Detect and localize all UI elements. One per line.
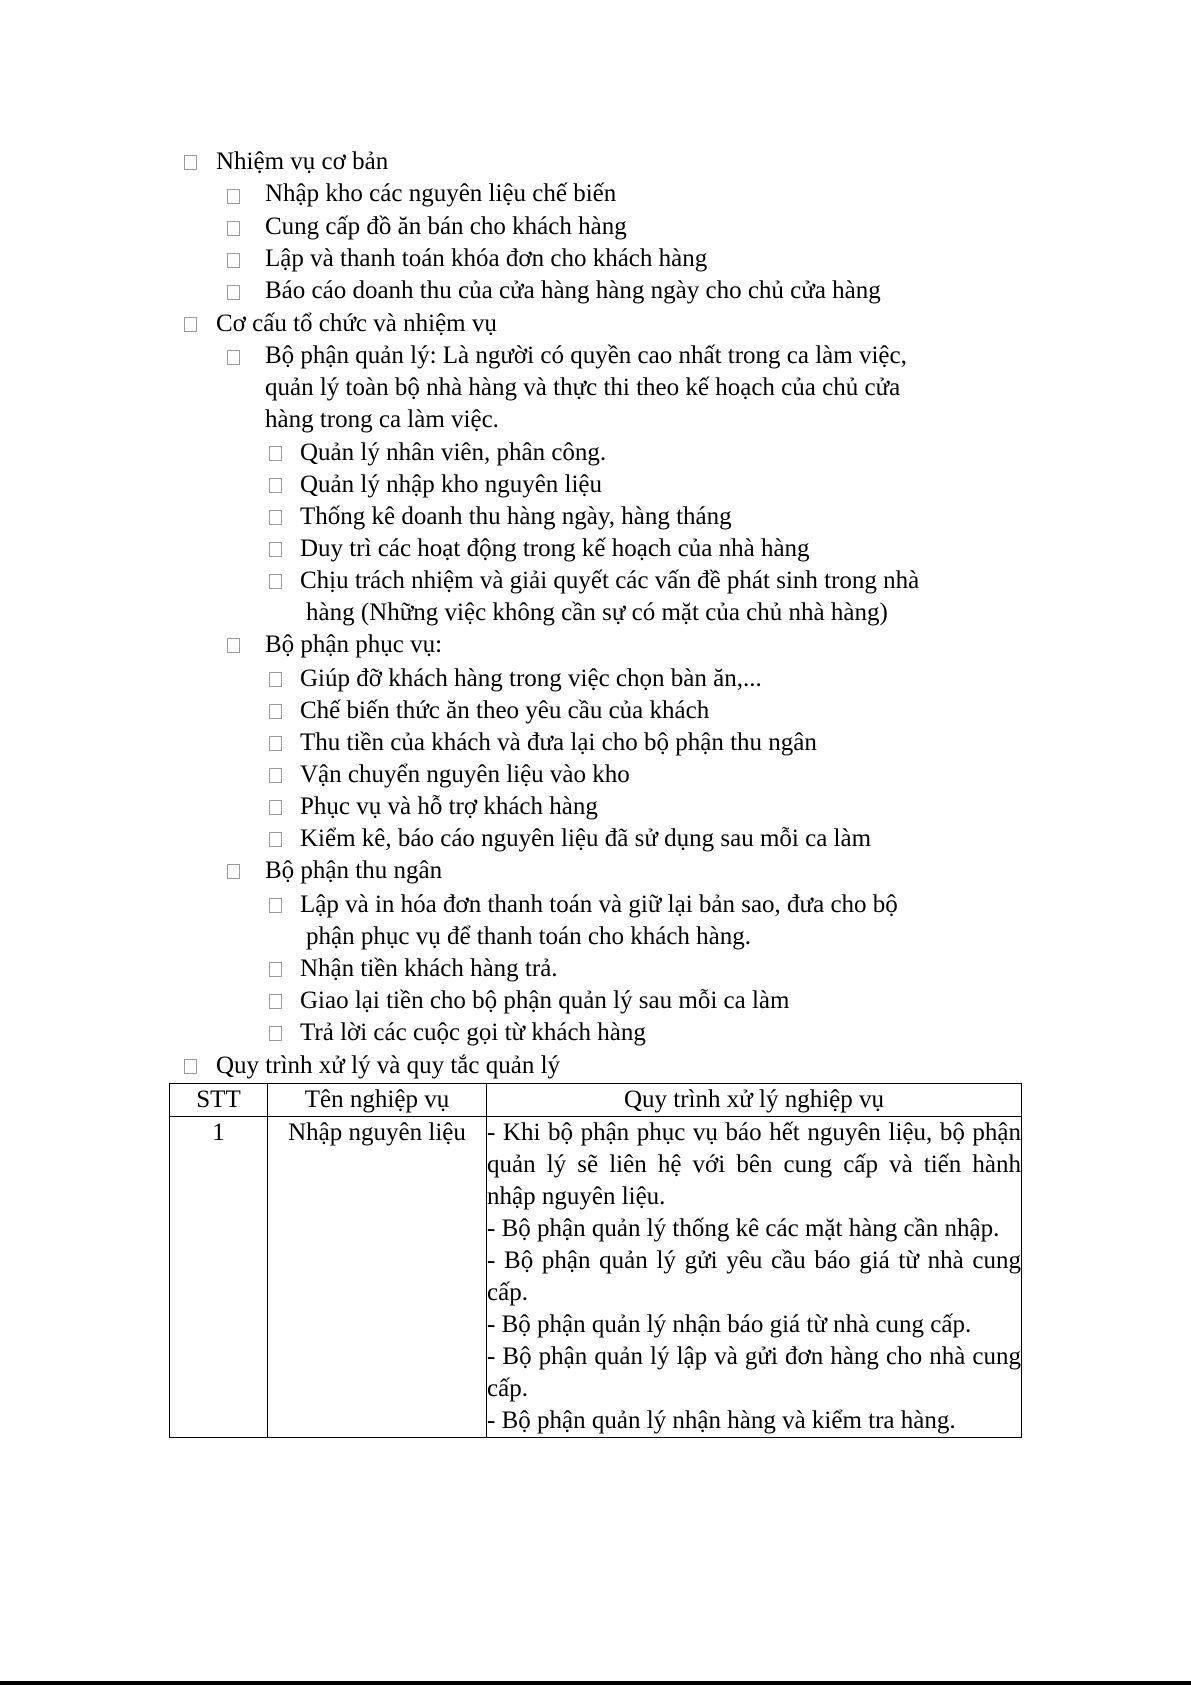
task-item-continuation: phận phục vụ để thanh toán cho khách hàng. <box>306 923 752 950</box>
task-item: Chế biến thức ăn theo yêu cầu của khách <box>300 697 710 724</box>
bullet-box-icon <box>184 1059 197 1074</box>
task-item: Vận chuyển nguyên liệu vào kho <box>300 761 630 788</box>
bullet-box-icon <box>269 736 282 751</box>
table-row <box>170 1117 1022 1438</box>
bullet-box-icon <box>269 898 282 913</box>
bullet-box-icon <box>184 155 197 170</box>
bullet-box-icon <box>269 768 282 783</box>
process-step: - Bộ phận quản lý nhận báo giá từ nhà cung cấp. <box>487 1311 972 1338</box>
list-item: Cung cấp đồ ăn bán cho khách hàng <box>265 213 627 240</box>
task-item: Duy trì các hoạt động trong kế hoạch của nhà hàng <box>300 535 810 562</box>
task-item: Phục vụ và hỗ trợ khách hàng <box>300 793 598 820</box>
task-item: Lập và in hóa đơn thanh toán và giữ lại bản sao, đưa cho bộ <box>300 891 898 918</box>
task-item: Nhận tiền khách hàng trả. <box>300 955 558 982</box>
department-description: quản lý toàn bộ nhà hàng và thực thi theo kế hoạch của chủ cửa <box>265 374 901 401</box>
cell-stt: 1 <box>170 1117 268 1438</box>
bullet-box-icon <box>269 446 282 461</box>
bullet-box-icon <box>269 832 282 847</box>
task-name-text: Nhập nguyên liệu <box>288 1119 466 1146</box>
bullet-box-icon <box>269 510 282 525</box>
process-step: - Bộ phận quản lý thống kê các mặt hàng cần nhập. <box>487 1215 1000 1242</box>
bullet-box-icon <box>227 253 240 268</box>
process-step: - Bộ phận quản lý lập và gửi đơn hàng cho nhà cung cấp. <box>487 1343 1021 1402</box>
section-title-organization: Cơ cấu tổ chức và nhiệm vụ <box>216 310 497 337</box>
bullet-box-icon <box>227 638 240 653</box>
bullet-box-icon <box>269 542 282 557</box>
bullet-box-icon <box>227 864 240 879</box>
task-item: Giúp đỡ khách hàng trong việc chọn bàn ăn,... <box>300 665 762 692</box>
task-item-continuation: hàng (Những việc không cần sự có mặt của chủ nhà hàng) <box>306 599 888 626</box>
bullet-box-icon <box>269 1026 282 1041</box>
header-process: Quy trình xử lý nghiệp vụ <box>487 1084 1022 1117</box>
cell-process <box>487 1117 1022 1438</box>
process-table <box>169 1083 1022 1438</box>
header-stt: STT <box>170 1084 268 1117</box>
task-item: Kiểm kê, báo cáo nguyên liệu đã sử dụng sau mỗi ca làm <box>300 825 872 852</box>
task-item: Giao lại tiền cho bộ phận quản lý sau mỗi ca làm <box>300 987 790 1014</box>
bullet-box-icon <box>269 704 282 719</box>
task-item: Quản lý nhập kho nguyên liệu <box>300 471 603 498</box>
header-task-name: Tên nghiệp vụ <box>268 1084 487 1117</box>
department-description: Bộ phận quản lý: Là người có quyền cao nhất trong ca làm việc, <box>265 342 907 369</box>
cell-task-name <box>268 1117 487 1438</box>
bullet-box-icon <box>269 574 282 589</box>
task-item: Trả lời các cuộc gọi từ khách hàng <box>300 1019 646 1046</box>
bullet-box-icon <box>269 478 282 493</box>
process-step: - Bộ phận quản lý nhận hàng và kiểm tra hàng. <box>487 1407 956 1434</box>
bullet-box-icon <box>227 221 240 236</box>
bullet-box-icon <box>227 350 240 365</box>
department-description: hàng trong ca làm việc. <box>265 406 499 433</box>
bullet-box-icon <box>269 962 282 977</box>
list-item: Nhập kho các nguyên liệu chế biến <box>265 180 617 207</box>
process-step: - Khi bộ phận phục vụ báo hết nguyên liệu, bộ phận quản lý sẽ liên hệ với bên cung cấp và tiến hành nhập nguyên liệu. <box>487 1119 1021 1210</box>
section-title-basic-tasks: Nhiệm vụ cơ bản <box>216 148 389 175</box>
bullet-box-icon <box>227 189 240 204</box>
task-item: Chịu trách nhiệm và giải quyết các vấn đề phát sinh trong nhà <box>300 567 920 594</box>
bullet-box-icon <box>227 285 240 300</box>
page-bottom-edge <box>0 1681 1191 1685</box>
task-item: Thống kê doanh thu hàng ngày, hàng tháng <box>300 503 732 530</box>
section-title-process: Quy trình xử lý và quy tắc quản lý <box>216 1052 561 1079</box>
bullet-box-icon <box>269 672 282 687</box>
table-header-row <box>170 1084 1022 1117</box>
list-item: Lập và thanh toán khóa đơn cho khách hàng <box>265 245 708 272</box>
task-item: Thu tiền của khách và đưa lại cho bộ phận thu ngân <box>300 729 817 756</box>
department-title: Bộ phận phục vụ: <box>265 631 443 658</box>
task-item: Quản lý nhân viên, phân công. <box>300 439 607 466</box>
bullet-box-icon <box>269 800 282 815</box>
bullet-box-icon <box>184 317 197 332</box>
bullet-box-icon <box>269 994 282 1009</box>
department-title: Bộ phận thu ngân <box>265 857 443 884</box>
list-item: Báo cáo doanh thu của cửa hàng hàng ngày cho chủ cửa hàng <box>265 277 881 304</box>
process-step: - Bộ phận quản lý gửi yêu cầu báo giá từ nhà cung cấp. <box>487 1247 1021 1306</box>
